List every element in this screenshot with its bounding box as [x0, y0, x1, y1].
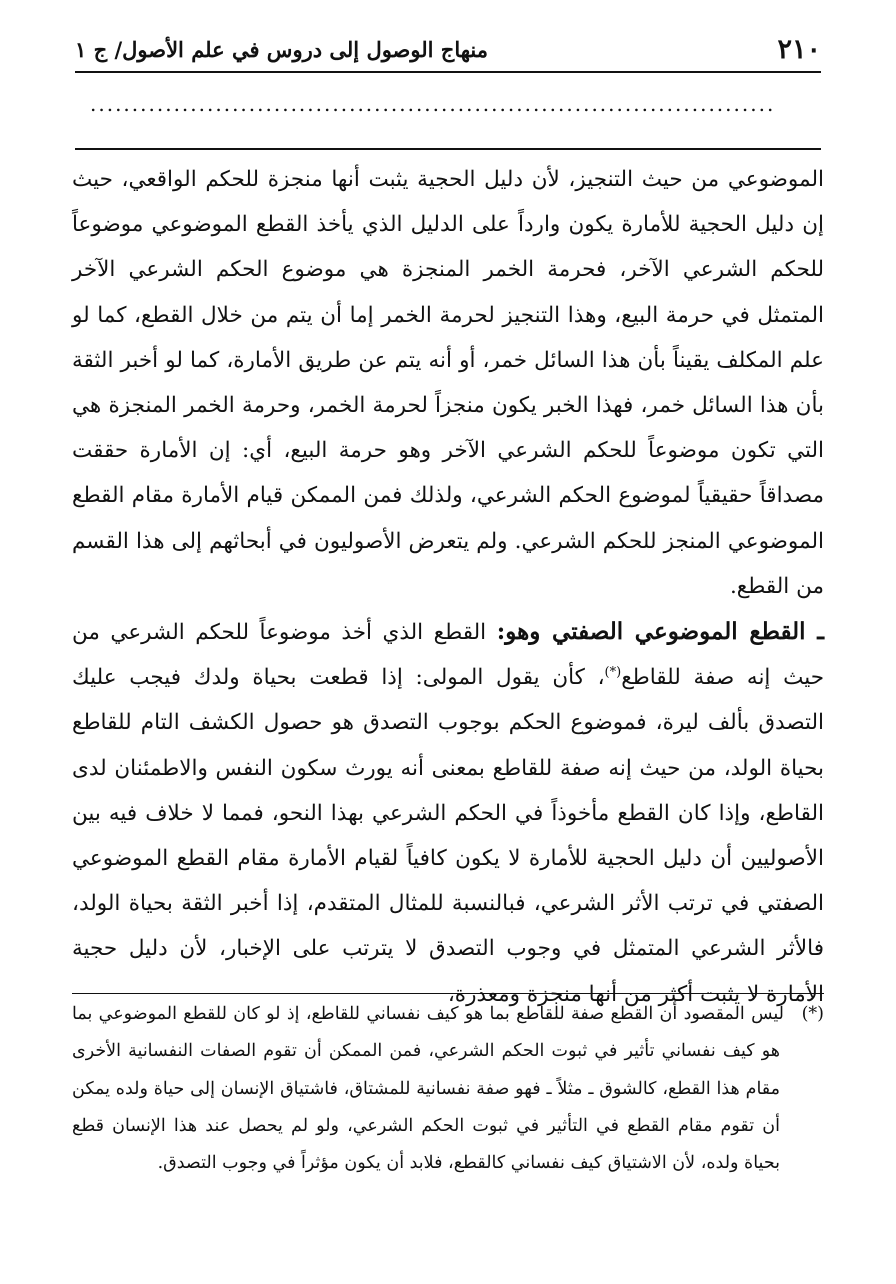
- paragraph-2-text-end: ، كأن يقول المولى: إذا قطعت بحياة ولدك فيجب عليك التصدق بألف ليرة، فموضوع الحكم بوجوب التصدق هو حصول الكشف التام للقاطع بحياة الولد، من حيث إنه صفة للقاطع بمعنى أنه يورث سكون النفس والاطمئنان لدى القاطع، وإذا كان القطع مأخوذاً في الحكم الشرعي بهذا النحو، فمما لا خلاف فيه بين الأصوليين أن دليل الحجية للأمارة لا يكون كافياً لقيام الأمارة مقام القطع الموضوعي الصفتي في ترتب الأثر الشرعي، فبالنسبة للمثال المتقدم، إذا أخبر الثقة بحياة الولد، فالأثر الشرعي المتمثل في وجوب التصدق لا يترتب على الإخبار، لأن دليل حجية الأمارة لا يثبت أكثر من أنها منجزة ومعذرة،: [72, 665, 824, 1007]
- section-rule: [75, 148, 821, 150]
- ellipsis-separator: ..................................................................................: [90, 92, 776, 116]
- footnote-rule: [72, 993, 824, 994]
- footnote-label: (*): [801, 1004, 824, 1024]
- page-header: [75, 30, 821, 68]
- footnote-reference[interactable]: (*): [604, 665, 622, 681]
- header-rule: [75, 71, 821, 73]
- running-title: منهاج الوصول إلى دروس في علم الأصول/ ج ١: [75, 36, 488, 62]
- paragraph-1: الموضوعي من حيث التنجيز، لأن دليل الحجية يثبت أنها منجزة للحكم الواقعي، حيث إن دليل الحجية للأمارة يكون وارداً على الدليل الذي يأخذ القطع الموضوعي موضوعاً للحكم الشرعي الآخر، فحرمة الخمر المنجزة هي موضوع الحكم الشرعي الآخر المتمثل في حرمة البيع، وهذا التنجيز لحرمة الخمر إما أن يتم من خلال القطع، كما لو علم المكلف يقيناً بأن هذا السائل خمر، أو أنه يتم عن طريق الأمارة، كما لو أخبر الثقة بأن هذا السائل خمر، فهذا الخبر يكون منجزاً لحرمة الخمر، وحرمة الخمر المنجزة هي التي تكون موضوعاً للحكم الشرعي الآخر وهو حرمة البيع، أي: إن الأمارة حققت مصداقاً حقيقياً لموضوع الحكم الشرعي، ولذلك فمن الممكن قيام الأمارة مقام القطع الموضوعي المنجز للحكم الشرعي. ولم يتعرض الأصوليون في أبحاثهم إلى هذا القسم من القطع.: [72, 167, 824, 599]
- footnote: [72, 996, 824, 1182]
- paragraph-2-term: ـ القطع الموضوعي الصفتي وهو:: [496, 618, 824, 646]
- main-text: [72, 157, 824, 1017]
- footnote-paragraph: [72, 996, 824, 1182]
- footnote-text: ليس المقصود أن القطع صفة للقاطع بما هو كيف نفساني للقاطع، إذ لو كان للقطع الموضوعي بما هو كيف نفساني تأثير في ثبوت الحكم الشرعي، فمن الممكن أن تقوم الصفات النفسانية الأخرى مقام هذا القطع، كالشوق ـ مثلاً ـ فهو صفة نفسانية للمشتاق، فاشتياق الإنسان إلى حياة ولده يمكن أن تقوم مقام القطع في التأثير في ثبوت الحكم الشرعي، ولو لم يحصل عند هذا الإنسان قطع بحياة ولده، لأن الاشتياق كيف نفساني كالقطع، فلابد أن يكون مؤثراً في وجوب التصدق.: [72, 1004, 784, 1174]
- paragraph-2: [72, 609, 824, 1017]
- paragraph-2-text-start: القطع الذي أخذ موضوعاً للحكم الشرعي من حيث إنه صفة للقاطع: [72, 620, 824, 691]
- page-number: ٢١٠: [777, 33, 821, 65]
